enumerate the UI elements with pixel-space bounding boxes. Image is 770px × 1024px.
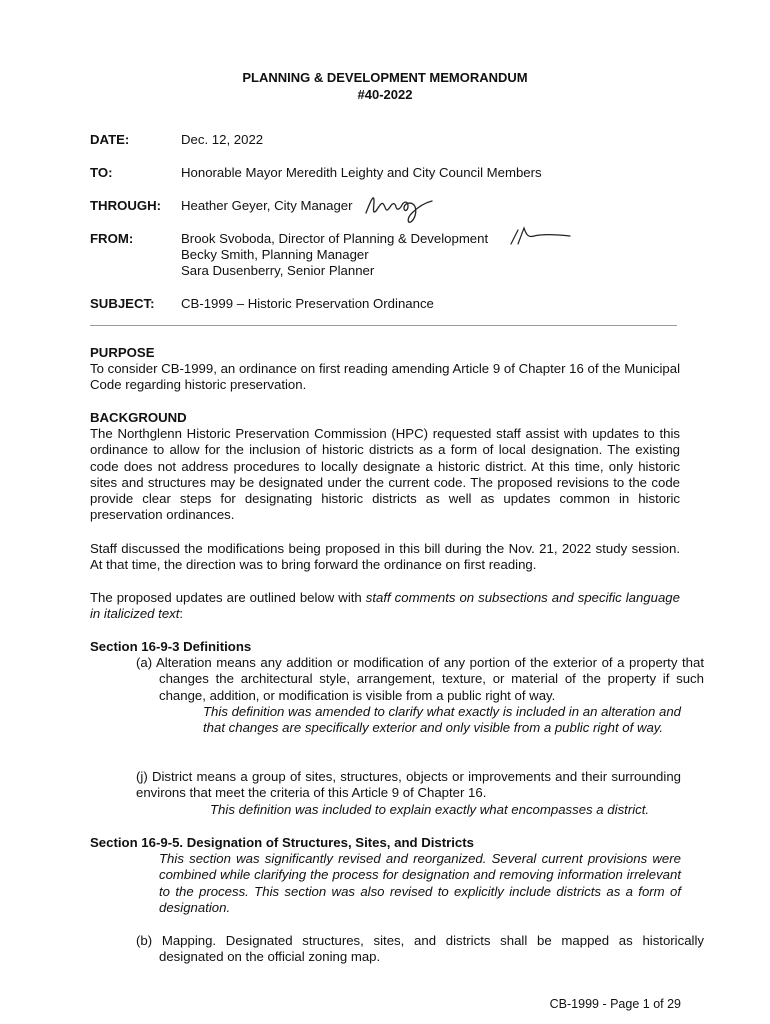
subject-value: CB-1999 – Historic Preservation Ordinance <box>181 296 434 311</box>
from-label: FROM: <box>90 231 134 246</box>
from-line-1: Brook Svoboda, Director of Planning & Development <box>181 231 489 246</box>
subject-label: SUBJECT: <box>90 296 155 311</box>
through-value: Heather Geyer, City Manager <box>181 198 353 213</box>
background-heading: BACKGROUND <box>90 410 187 425</box>
memo-title: PLANNING & DEVELOPMENT MEMORANDUM <box>242 70 528 85</box>
p3-end: : <box>179 606 184 622</box>
background-paragraph-2: Staff discussed the modifications being proposed in this bill during the Nov. 21, 2022 study session. At that time, the direction was to bring forward the ordinance on first reading. <box>90 541 680 573</box>
from-line-2: Becky Smith, Planning Manager <box>181 247 369 262</box>
to-value: Honorable Mayor Meredith Leighty and City Council Members <box>181 165 542 180</box>
from-line-3: Sara Dusenberry, Senior Planner <box>181 263 375 278</box>
definition-j-comment: This definition was included to explain exactly what encompasses a district. <box>210 802 650 817</box>
director-signature <box>508 224 578 248</box>
header-divider <box>90 325 677 326</box>
date-value: Dec. 12, 2022 <box>181 132 264 147</box>
through-label: THROUGH: <box>90 198 162 213</box>
definition-a-comment: This definition was amended to clarify what exactly is included in an alteration and that changes are specifically exterior and only visible from a public right of way. <box>203 704 681 736</box>
section-16-9-3-heading: Section 16-9-3 Definitions <box>90 639 252 654</box>
p3-plain: The proposed updates are outlined below with <box>90 590 366 605</box>
background-paragraph-1: The Northglenn Historic Preservation Commission (HPC) requested staff assist with updates to this ordinance to allow for the inclusion of historic districts as a form of local designation. The existing code does not address procedures to locally designate a historic district. At this time, only historic sites and structures may be designated under the current code. The proposed revisions to the code provide clear steps for designating historic districts as well as updates common in historic preservation ordinances. <box>90 426 680 523</box>
date-label: DATE: <box>90 132 130 147</box>
background-paragraph-3 <box>90 590 680 623</box>
city-manager-signature <box>362 191 472 227</box>
purpose-heading: PURPOSE <box>90 345 155 360</box>
p3-italic: staff comments on subsections and specific language in italicized text <box>90 590 680 622</box>
item-b-mapping: (b) Mapping. Designated structures, sites, and districts shall be mapped as historically designated on the official zoning map. <box>136 933 704 965</box>
definition-a-alteration: (a) Alteration means any addition or modification of any portion of the exterior of a property that changes the architectural style, arrangement, texture, or material of the property if such change, addition, or modification is visible from a public right of way. <box>136 655 704 703</box>
page-number-footer: CB-1999 - Page 1 of 29 <box>549 997 681 1011</box>
section-16-9-5-comment: This section was significantly revised and reorganized. Several current provisions were combined while clarifying the process for designation and removing information irrelevant to the process. This section was also revised to explicitly include districts as a form of designation. <box>159 851 681 915</box>
to-label: TO: <box>90 165 113 180</box>
section-16-9-5-heading: Section 16-9-5. Designation of Structures, Sites, and Districts <box>90 835 474 850</box>
memo-number: #40-2022 <box>357 87 413 102</box>
definition-j-district: (j) District means a group of sites, structures, objects or improvements and their surrounding environs that meet the criteria of this Article 9 of Chapter 16. <box>136 769 681 801</box>
purpose-text: To consider CB-1999, an ordinance on first reading amending Article 9 of Chapter 16 of the Municipal Code regarding historic preservation. <box>90 361 680 393</box>
